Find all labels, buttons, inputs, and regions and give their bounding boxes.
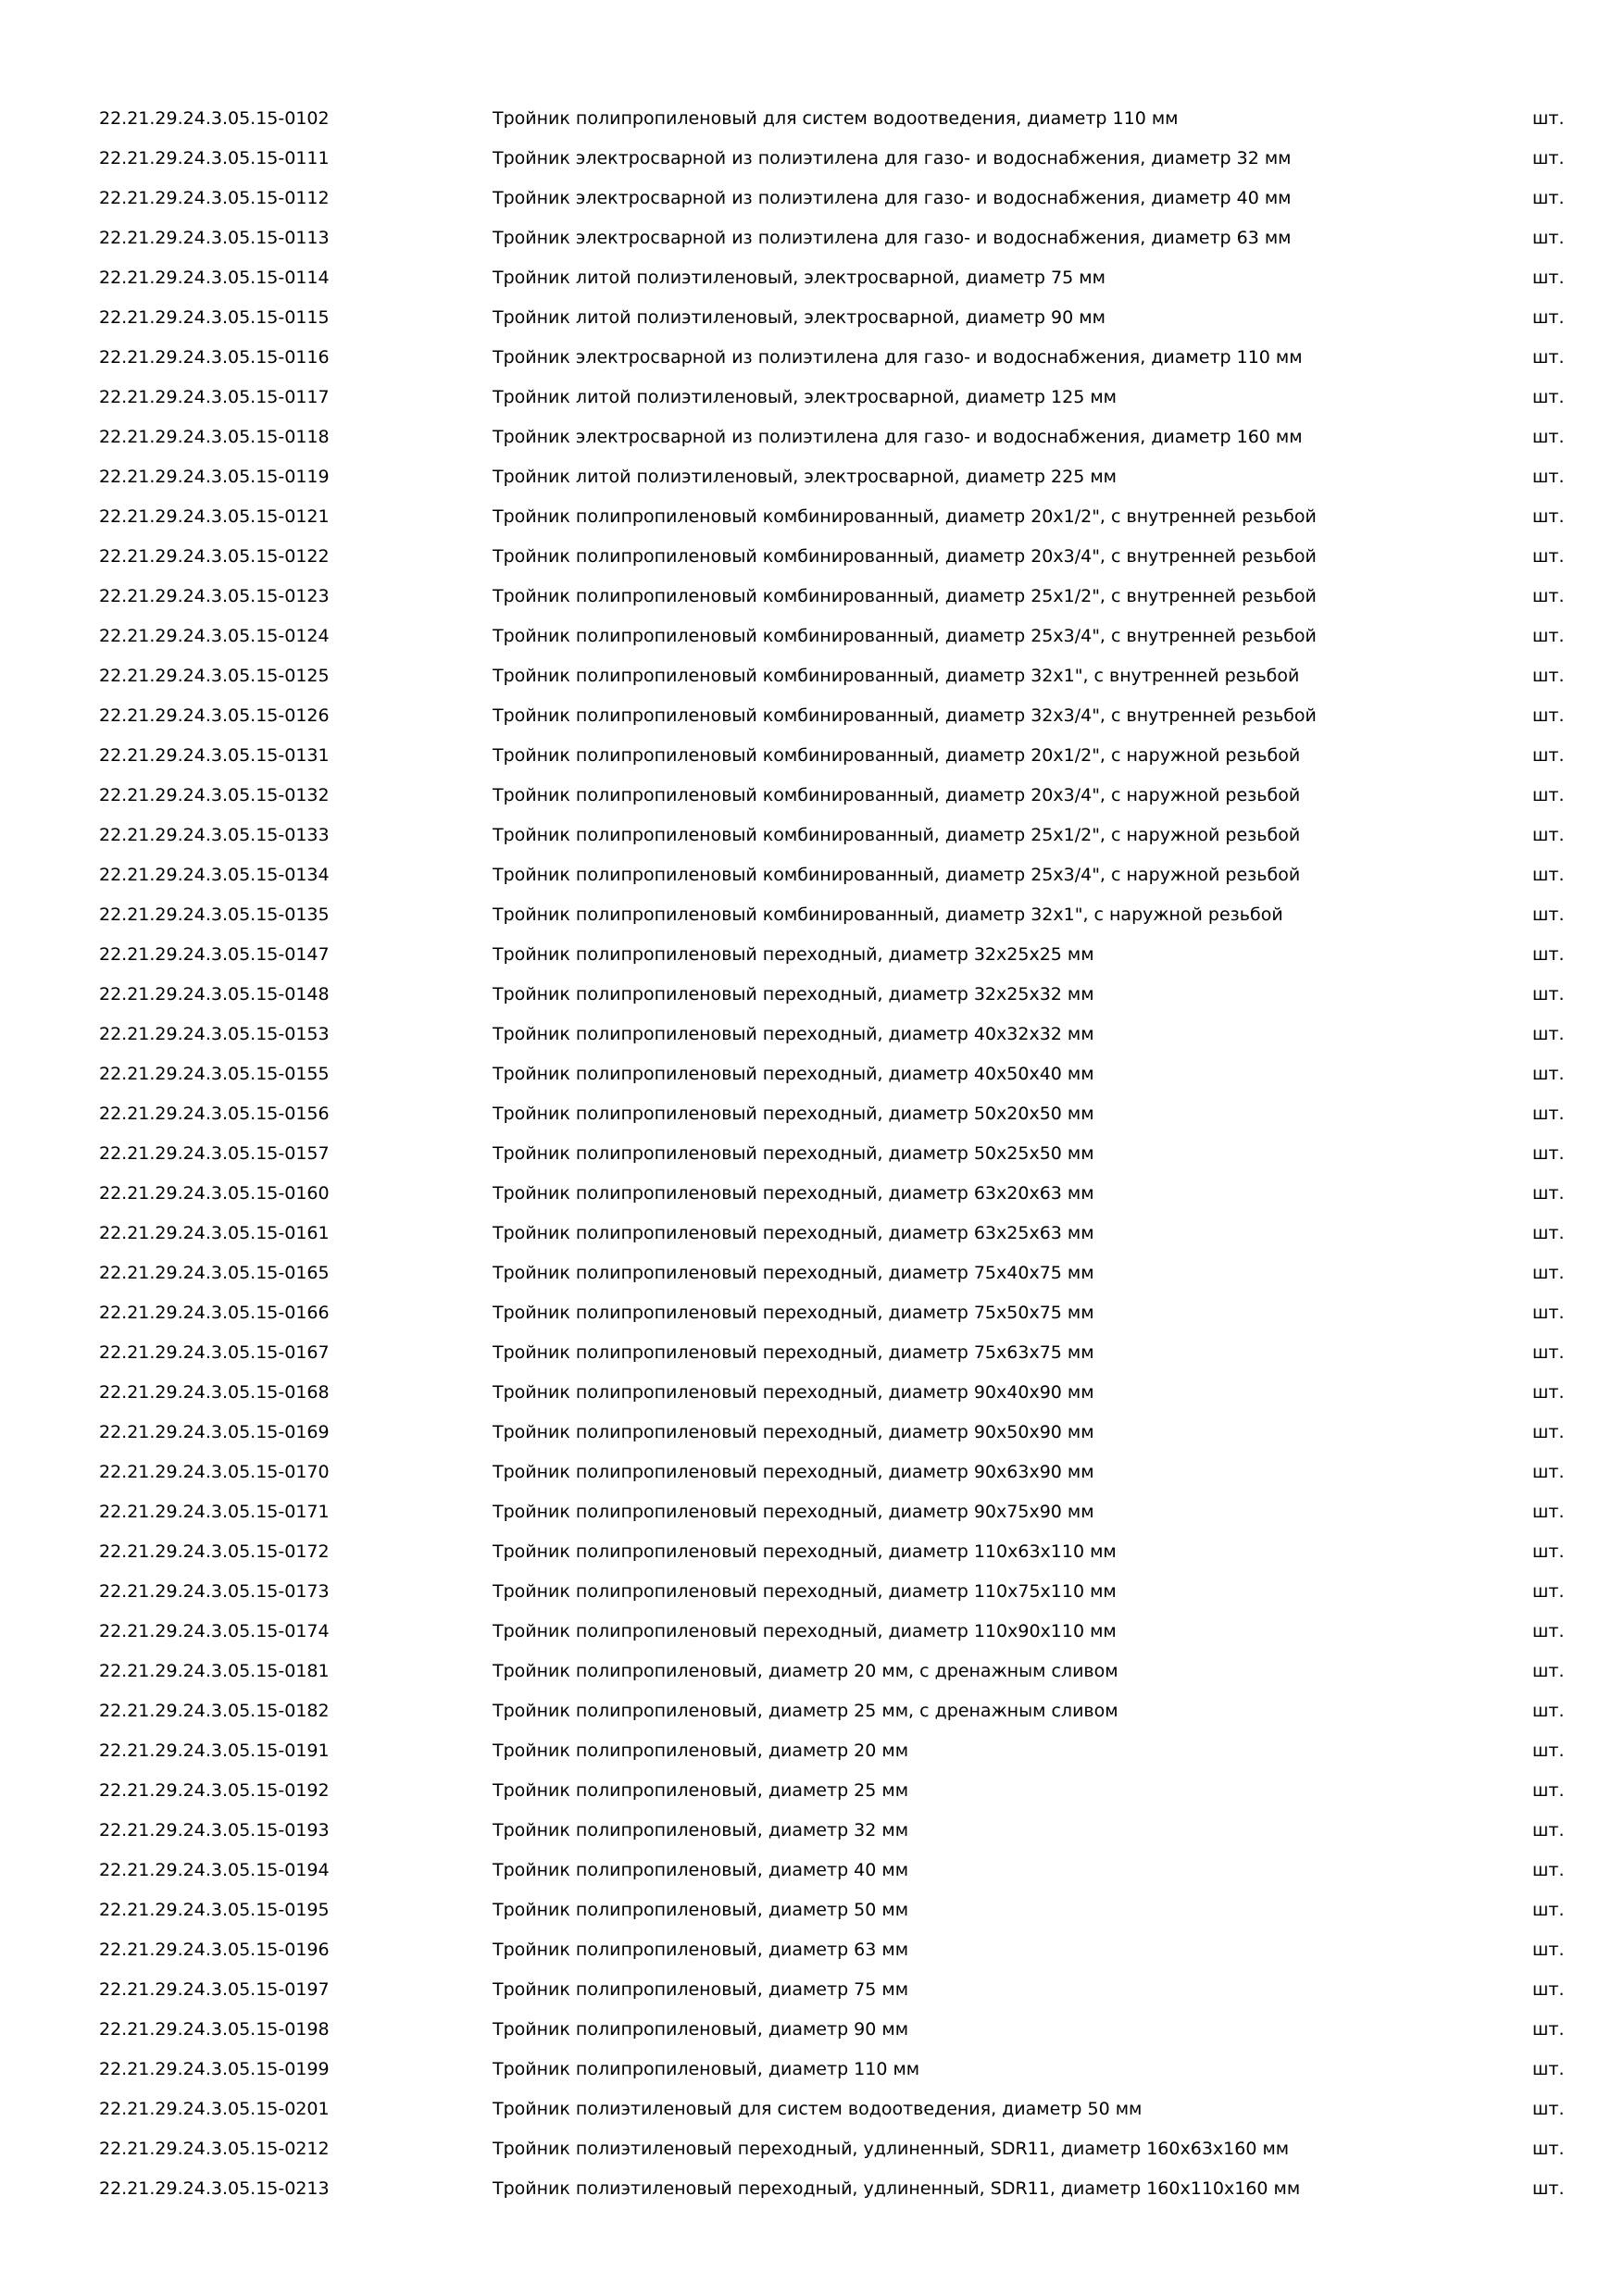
item-unit: шт. [1532, 188, 1565, 208]
item-unit: шт. [1532, 1780, 1565, 1801]
item-unit: шт. [1532, 1820, 1565, 1841]
item-name: Тройник полипропиленовый комбинированный, диаметр 20x1/2", с наружной резьбой [493, 745, 1301, 766]
table-row [0, 1572, 1624, 1612]
table-row [0, 855, 1624, 895]
item-unit: шт. [1532, 1223, 1565, 1243]
item-code: 22.21.29.24.3.05.15-0199 [99, 2059, 330, 2079]
item-name: Тройник полипропиленовый переходный, диаметр 50x25x50 мм [493, 1143, 1094, 1164]
item-unit: шт. [1532, 546, 1565, 567]
table-row [0, 1254, 1624, 1293]
item-name: Тройник полипропиленовый комбинированный, диаметр 32x1", с наружной резьбой [493, 905, 1283, 925]
item-name: Тройник полипропиленовый переходный, диаметр 110x90x110 мм [493, 1621, 1117, 1641]
item-unit: шт. [1532, 666, 1565, 686]
item-name: Тройник электросварной из полиэтилена для газо- и водоснабжения, диаметр 160 мм [493, 427, 1303, 447]
table-row [0, 1453, 1624, 1492]
table-row [0, 1413, 1624, 1453]
item-code: 22.21.29.24.3.05.15-0181 [99, 1661, 330, 1681]
item-code: 22.21.29.24.3.05.15-0135 [99, 905, 330, 925]
table-row [0, 577, 1624, 617]
item-unit: шт. [1532, 1024, 1565, 1044]
item-code: 22.21.29.24.3.05.15-0116 [99, 347, 330, 368]
item-unit: шт. [1532, 228, 1565, 248]
item-name: Тройник полипропиленовый переходный, диаметр 32x25x25 мм [493, 944, 1094, 965]
table-row [0, 378, 1624, 418]
table-row [0, 1373, 1624, 1413]
item-code: 22.21.29.24.3.05.15-0196 [99, 1940, 330, 1960]
item-code: 22.21.29.24.3.05.15-0165 [99, 1263, 330, 1283]
item-unit: шт. [1532, 108, 1565, 129]
item-name: Тройник полипропиленовый комбинированный, диаметр 25x1/2", с внутренней резьбой [493, 586, 1317, 606]
table-row [0, 418, 1624, 457]
item-name: Тройник полипропиленовый переходный, диаметр 90x50x90 мм [493, 1422, 1094, 1442]
table-row [0, 617, 1624, 656]
item-code: 22.21.29.24.3.05.15-0125 [99, 666, 330, 686]
item-unit: шт. [1532, 1303, 1565, 1323]
table-row [0, 776, 1624, 816]
item-code: 22.21.29.24.3.05.15-0212 [99, 2139, 330, 2159]
item-unit: шт. [1532, 1621, 1565, 1641]
table-row [0, 99, 1624, 139]
table-row [0, 816, 1624, 855]
item-code: 22.21.29.24.3.05.15-0131 [99, 745, 330, 766]
item-code: 22.21.29.24.3.05.15-0192 [99, 1780, 330, 1801]
item-code: 22.21.29.24.3.05.15-0119 [99, 467, 330, 487]
item-code: 22.21.29.24.3.05.15-0198 [99, 2019, 330, 2040]
item-unit: шт. [1532, 268, 1565, 288]
item-unit: шт. [1532, 1581, 1565, 1602]
table-row [0, 895, 1624, 935]
item-unit: шт. [1532, 1183, 1565, 1204]
item-code: 22.21.29.24.3.05.15-0134 [99, 865, 330, 885]
item-name: Тройник полипропиленовый, диаметр 50 мм [493, 1900, 909, 1920]
item-code: 22.21.29.24.3.05.15-0132 [99, 785, 330, 805]
item-unit: шт. [1532, 2059, 1565, 2079]
item-name: Тройник полипропиленовый для систем водоотведения, диаметр 110 мм [493, 108, 1179, 129]
item-unit: шт. [1532, 2139, 1565, 2159]
item-name: Тройник полипропиленовый, диаметр 75 мм [493, 1979, 909, 2000]
item-name: Тройник полипропиленовый комбинированный, диаметр 25x1/2", с наружной резьбой [493, 825, 1301, 845]
item-name: Тройник полипропиленовый переходный, диаметр 40x50x40 мм [493, 1064, 1094, 1084]
item-code: 22.21.29.24.3.05.15-0155 [99, 1064, 330, 1084]
table-row [0, 457, 1624, 497]
item-name: Тройник полипропиленовый переходный, диаметр 75x63x75 мм [493, 1342, 1094, 1363]
table-row [0, 2010, 1624, 2050]
item-name: Тройник электросварной из полиэтилена для газо- и водоснабжения, диаметр 40 мм [493, 188, 1292, 208]
table-row [0, 218, 1624, 258]
table-row [0, 1015, 1624, 1054]
item-code: 22.21.29.24.3.05.15-0174 [99, 1621, 330, 1641]
item-unit: шт. [1532, 2099, 1565, 2119]
item-name: Тройник литой полиэтиленовый, электросварной, диаметр 75 мм [493, 268, 1106, 288]
item-name: Тройник полипропиленовый, диаметр 40 мм [493, 1860, 909, 1880]
item-code: 22.21.29.24.3.05.15-0111 [99, 148, 330, 168]
item-unit: шт. [1532, 865, 1565, 885]
item-code: 22.21.29.24.3.05.15-0173 [99, 1581, 330, 1602]
item-name: Тройник полиэтиленовый для систем водоотведения, диаметр 50 мм [493, 2099, 1143, 2119]
table-row [0, 1970, 1624, 2010]
item-unit: шт. [1532, 1382, 1565, 1403]
table-row [0, 2169, 1624, 2209]
item-code: 22.21.29.24.3.05.15-0171 [99, 1502, 330, 1522]
table-row [0, 1054, 1624, 1094]
table-row [0, 1771, 1624, 1811]
table-row [0, 139, 1624, 179]
item-name: Тройник полипропиленовый переходный, диаметр 63x25x63 мм [493, 1223, 1094, 1243]
table-row [0, 1731, 1624, 1771]
item-code: 22.21.29.24.3.05.15-0191 [99, 1741, 330, 1761]
item-name: Тройник полипропиленовый переходный, диаметр 32x25x32 мм [493, 984, 1094, 1004]
item-code: 22.21.29.24.3.05.15-0167 [99, 1342, 330, 1363]
item-name: Тройник электросварной из полиэтилена для газо- и водоснабжения, диаметр 110 мм [493, 347, 1303, 368]
item-name: Тройник полипропиленовый переходный, диаметр 75x50x75 мм [493, 1303, 1094, 1323]
item-unit: шт. [1532, 984, 1565, 1004]
item-name: Тройник полипропиленовый переходный, диаметр 110x75x110 мм [493, 1581, 1117, 1602]
item-code: 22.21.29.24.3.05.15-0160 [99, 1183, 330, 1204]
item-code: 22.21.29.24.3.05.15-0157 [99, 1143, 330, 1164]
item-name: Тройник полипропиленовый, диаметр 32 мм [493, 1820, 909, 1841]
item-code: 22.21.29.24.3.05.15-0153 [99, 1024, 330, 1044]
item-unit: шт. [1532, 1263, 1565, 1283]
item-name: Тройник полипропиленовый переходный, диаметр 63x20x63 мм [493, 1183, 1094, 1204]
item-code: 22.21.29.24.3.05.15-0195 [99, 1900, 330, 1920]
item-unit: шт. [1532, 347, 1565, 368]
item-code: 22.21.29.24.3.05.15-0126 [99, 705, 330, 726]
item-unit: шт. [1532, 1860, 1565, 1880]
table-row [0, 1890, 1624, 1930]
item-code: 22.21.29.24.3.05.15-0122 [99, 546, 330, 567]
item-name: Тройник полипропиленовый комбинированный, диаметр 20x1/2", с внутренней резьбой [493, 506, 1317, 527]
item-unit: шт. [1532, 2178, 1565, 2199]
item-unit: шт. [1532, 1104, 1565, 1124]
item-unit: шт. [1532, 2019, 1565, 2040]
item-name: Тройник полипропиленовый, диаметр 90 мм [493, 2019, 909, 2040]
item-unit: шт. [1532, 825, 1565, 845]
item-name: Тройник литой полиэтиленовый, электросварной, диаметр 90 мм [493, 307, 1106, 328]
item-code: 22.21.29.24.3.05.15-0168 [99, 1382, 330, 1403]
item-unit: шт. [1532, 1422, 1565, 1442]
item-code: 22.21.29.24.3.05.15-0118 [99, 427, 330, 447]
item-unit: шт. [1532, 1143, 1565, 1164]
item-code: 22.21.29.24.3.05.15-0133 [99, 825, 330, 845]
item-name: Тройник полипропиленовый переходный, диаметр 90x75x90 мм [493, 1502, 1094, 1522]
table-row [0, 1293, 1624, 1333]
item-code: 22.21.29.24.3.05.15-0156 [99, 1104, 330, 1124]
item-code: 22.21.29.24.3.05.15-0113 [99, 228, 330, 248]
table-row [0, 1492, 1624, 1532]
item-name: Тройник полипропиленовый переходный, диаметр 90x63x90 мм [493, 1462, 1094, 1482]
item-unit: шт. [1532, 586, 1565, 606]
item-code: 22.21.29.24.3.05.15-0123 [99, 586, 330, 606]
item-code: 22.21.29.24.3.05.15-0213 [99, 2178, 330, 2199]
item-name: Тройник полипропиленовый, диаметр 110 мм [493, 2059, 920, 2079]
item-name: Тройник полипропиленовый переходный, диаметр 110x63x110 мм [493, 1541, 1117, 1562]
item-unit: шт. [1532, 506, 1565, 527]
table-row [0, 656, 1624, 696]
item-name: Тройник литой полиэтиленовый, электросварной, диаметр 125 мм [493, 387, 1117, 407]
item-code: 22.21.29.24.3.05.15-0117 [99, 387, 330, 407]
table-row [0, 1094, 1624, 1134]
item-name: Тройник полипропиленовый переходный, диаметр 90x40x90 мм [493, 1382, 1094, 1403]
item-unit: шт. [1532, 467, 1565, 487]
table-row [0, 179, 1624, 218]
table-row [0, 258, 1624, 298]
table-row [0, 1930, 1624, 1970]
item-unit: шт. [1532, 1342, 1565, 1363]
item-unit: шт. [1532, 1064, 1565, 1084]
table-row [0, 497, 1624, 537]
item-unit: шт. [1532, 148, 1565, 168]
item-unit: шт. [1532, 1661, 1565, 1681]
table-row [0, 338, 1624, 378]
item-name: Тройник полипропиленовый комбинированный, диаметр 25x3/4", с внутренней резьбой [493, 626, 1317, 646]
table-row [0, 1333, 1624, 1373]
item-name: Тройник полипропиленовый переходный, диаметр 50x20x50 мм [493, 1104, 1094, 1124]
item-name: Тройник полипропиленовый, диаметр 20 мм [493, 1741, 909, 1761]
item-code: 22.21.29.24.3.05.15-0115 [99, 307, 330, 328]
table-row [0, 1612, 1624, 1652]
item-code: 22.21.29.24.3.05.15-0170 [99, 1462, 330, 1482]
table-row [0, 537, 1624, 577]
item-name: Тройник электросварной из полиэтилена для газо- и водоснабжения, диаметр 63 мм [493, 228, 1292, 248]
item-unit: шт. [1532, 1940, 1565, 1960]
item-code: 22.21.29.24.3.05.15-0169 [99, 1422, 330, 1442]
item-unit: шт. [1532, 1900, 1565, 1920]
item-name: Тройник литой полиэтиленовый, электросварной, диаметр 225 мм [493, 467, 1117, 487]
item-code: 22.21.29.24.3.05.15-0124 [99, 626, 330, 646]
table-row [0, 2090, 1624, 2129]
item-unit: шт. [1532, 785, 1565, 805]
item-code: 22.21.29.24.3.05.15-0148 [99, 984, 330, 1004]
item-name: Тройник полипропиленовый переходный, диаметр 40x32x32 мм [493, 1024, 1094, 1044]
item-code: 22.21.29.24.3.05.15-0193 [99, 1820, 330, 1841]
item-name: Тройник полипропиленовый, диаметр 25 мм [493, 1780, 909, 1801]
item-unit: шт. [1532, 626, 1565, 646]
item-name: Тройник полипропиленовый переходный, диаметр 75x40x75 мм [493, 1263, 1094, 1283]
item-name: Тройник полипропиленовый комбинированный, диаметр 20x3/4", с внутренней резьбой [493, 546, 1317, 567]
item-unit: шт. [1532, 1701, 1565, 1721]
item-code: 22.21.29.24.3.05.15-0102 [99, 108, 330, 129]
item-code: 22.21.29.24.3.05.15-0166 [99, 1303, 330, 1323]
item-unit: шт. [1532, 427, 1565, 447]
table-row [0, 1811, 1624, 1851]
item-name: Тройник полипропиленовый комбинированный, диаметр 20x3/4", с наружной резьбой [493, 785, 1301, 805]
item-code: 22.21.29.24.3.05.15-0112 [99, 188, 330, 208]
item-code: 22.21.29.24.3.05.15-0201 [99, 2099, 330, 2119]
item-unit: шт. [1532, 307, 1565, 328]
item-name: Тройник полипропиленовый комбинированный, диаметр 32x3/4", с внутренней резьбой [493, 705, 1317, 726]
item-name: Тройник полипропиленовый комбинированный, диаметр 25x3/4", с наружной резьбой [493, 865, 1301, 885]
item-name: Тройник электросварной из полиэтилена для газо- и водоснабжения, диаметр 32 мм [493, 148, 1292, 168]
table-row [0, 736, 1624, 776]
item-code: 22.21.29.24.3.05.15-0114 [99, 268, 330, 288]
item-unit: шт. [1532, 1462, 1565, 1482]
item-code: 22.21.29.24.3.05.15-0161 [99, 1223, 330, 1243]
item-unit: шт. [1532, 944, 1565, 965]
item-code: 22.21.29.24.3.05.15-0121 [99, 506, 330, 527]
table-row [0, 2050, 1624, 2090]
item-name: Тройник полипропиленовый комбинированный, диаметр 32x1", с внутренней резьбой [493, 666, 1300, 686]
item-unit: шт. [1532, 705, 1565, 726]
item-code: 22.21.29.24.3.05.15-0194 [99, 1860, 330, 1880]
table-row [0, 1851, 1624, 1890]
item-unit: шт. [1532, 1541, 1565, 1562]
item-unit: шт. [1532, 387, 1565, 407]
table-row [0, 1691, 1624, 1731]
item-name: Тройник полипропиленовый, диаметр 20 мм, с дренажным сливом [493, 1661, 1118, 1681]
table-row [0, 1652, 1624, 1691]
item-unit: шт. [1532, 1741, 1565, 1761]
item-unit: шт. [1532, 905, 1565, 925]
table-row [0, 1134, 1624, 1174]
item-name: Тройник полиэтиленовый переходный, удлиненный, SDR11, диаметр 160x110x160 мм [493, 2178, 1301, 2199]
item-code: 22.21.29.24.3.05.15-0147 [99, 944, 330, 965]
table-row [0, 1532, 1624, 1572]
item-name: Тройник полипропиленовый, диаметр 63 мм [493, 1940, 909, 1960]
item-code: 22.21.29.24.3.05.15-0182 [99, 1701, 330, 1721]
catalog-table [0, 99, 1624, 2209]
item-unit: шт. [1532, 1502, 1565, 1522]
table-row [0, 696, 1624, 736]
item-code: 22.21.29.24.3.05.15-0172 [99, 1541, 330, 1562]
item-unit: шт. [1532, 745, 1565, 766]
table-row [0, 2129, 1624, 2169]
item-name: Тройник полиэтиленовый переходный, удлиненный, SDR11, диаметр 160x63x160 мм [493, 2139, 1290, 2159]
table-row [0, 1174, 1624, 1214]
item-unit: шт. [1532, 1979, 1565, 2000]
item-name: Тройник полипропиленовый, диаметр 25 мм, с дренажным сливом [493, 1701, 1118, 1721]
item-code: 22.21.29.24.3.05.15-0197 [99, 1979, 330, 2000]
table-row [0, 1214, 1624, 1254]
table-row [0, 975, 1624, 1015]
table-row [0, 935, 1624, 975]
table-row [0, 298, 1624, 338]
